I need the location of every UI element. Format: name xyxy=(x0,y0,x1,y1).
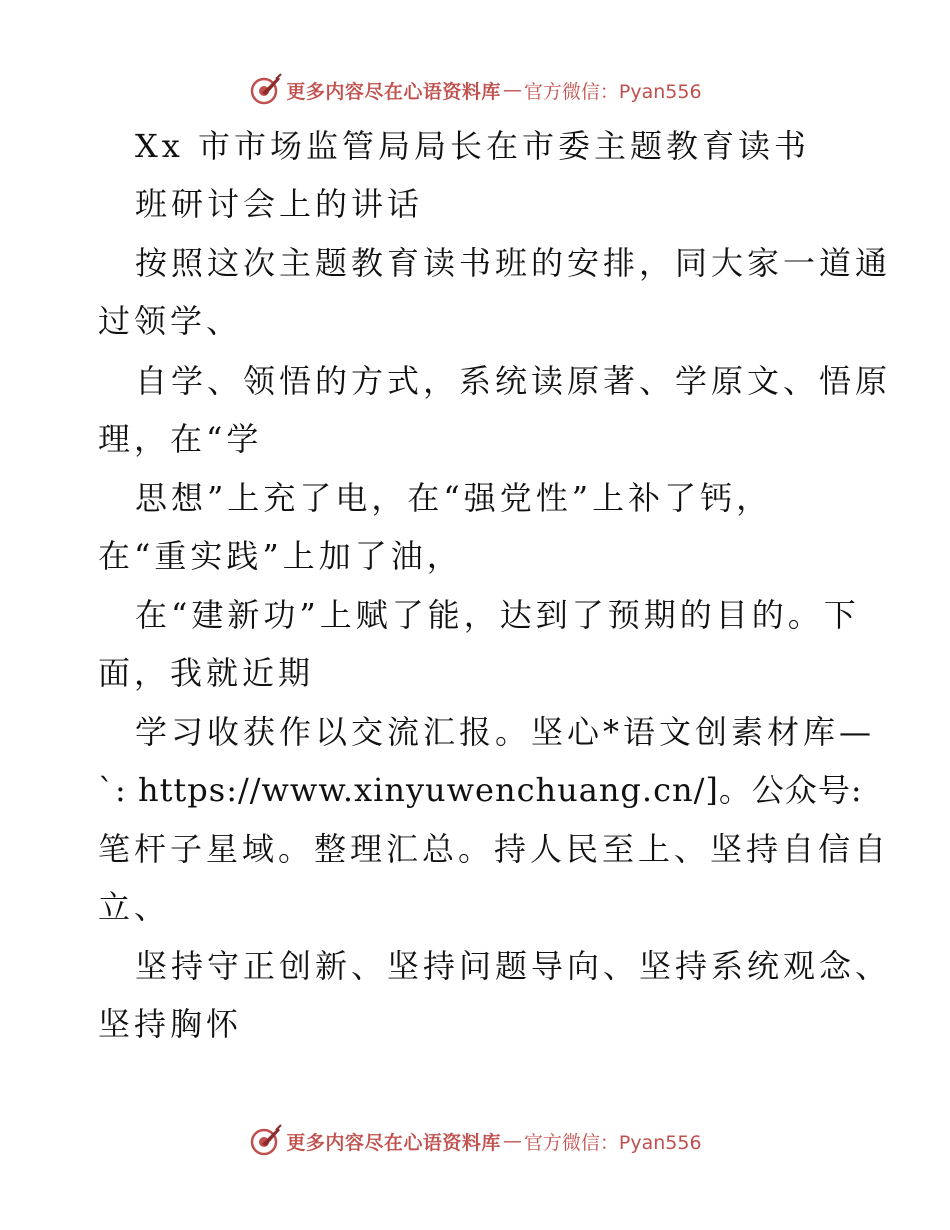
banner-dash: — xyxy=(502,79,522,101)
doc-line: 坚持守正创新、坚持问题导向、坚持系统观念、 xyxy=(135,947,892,985)
doc-line: 笔杆子星域。整理汇总。持人民至上、坚持自信自 xyxy=(98,830,891,868)
quill-logo-icon xyxy=(248,73,282,107)
doc-line: 理，在“学 xyxy=(98,420,263,458)
banner-text: 更多内容尽在心语资料库 xyxy=(286,1131,501,1154)
doc-title-line-1: Xx 市市场监管局局长在市委主题教育读书 xyxy=(135,127,811,165)
doc-line: 学习收获作以交流汇报。坚心*语文创素材库— xyxy=(135,713,876,751)
doc-title-line-2: 班研讨会上的讲话 xyxy=(135,185,424,223)
doc-line: 过领学、 xyxy=(98,302,243,340)
quill-logo-icon xyxy=(248,1124,282,1158)
banner-text: 更多内容尽在心语资料库 xyxy=(286,80,501,103)
header-banner xyxy=(0,70,950,110)
doc-line: 立、 xyxy=(98,888,171,926)
doc-line: 坚持胸怀 xyxy=(98,1005,243,1043)
doc-line: 在“建新功”上赋了能，达到了预期的目的。下 xyxy=(135,596,860,634)
footer-banner xyxy=(0,1121,950,1161)
doc-line: 面，我就近期 xyxy=(98,654,315,692)
banner-wechat: 官方微信：Pyan556 xyxy=(523,80,702,103)
doc-line: 思想”上充了电，在“强党性”上补了钙， xyxy=(135,479,773,517)
doc-line-url: `: https://www.xinyuwenchuang.cn/]。公众号: xyxy=(98,771,863,809)
doc-line: 在“重实践”上加了油， xyxy=(98,537,463,575)
doc-line: 按照这次主题教育读书班的安排，同大家一道通 xyxy=(135,244,892,282)
banner-dash: — xyxy=(502,1130,522,1152)
doc-line: 自学、领悟的方式，系统读原著、学原文、悟原 xyxy=(135,362,892,400)
banner-wechat: 官方微信：Pyan556 xyxy=(523,1131,702,1154)
